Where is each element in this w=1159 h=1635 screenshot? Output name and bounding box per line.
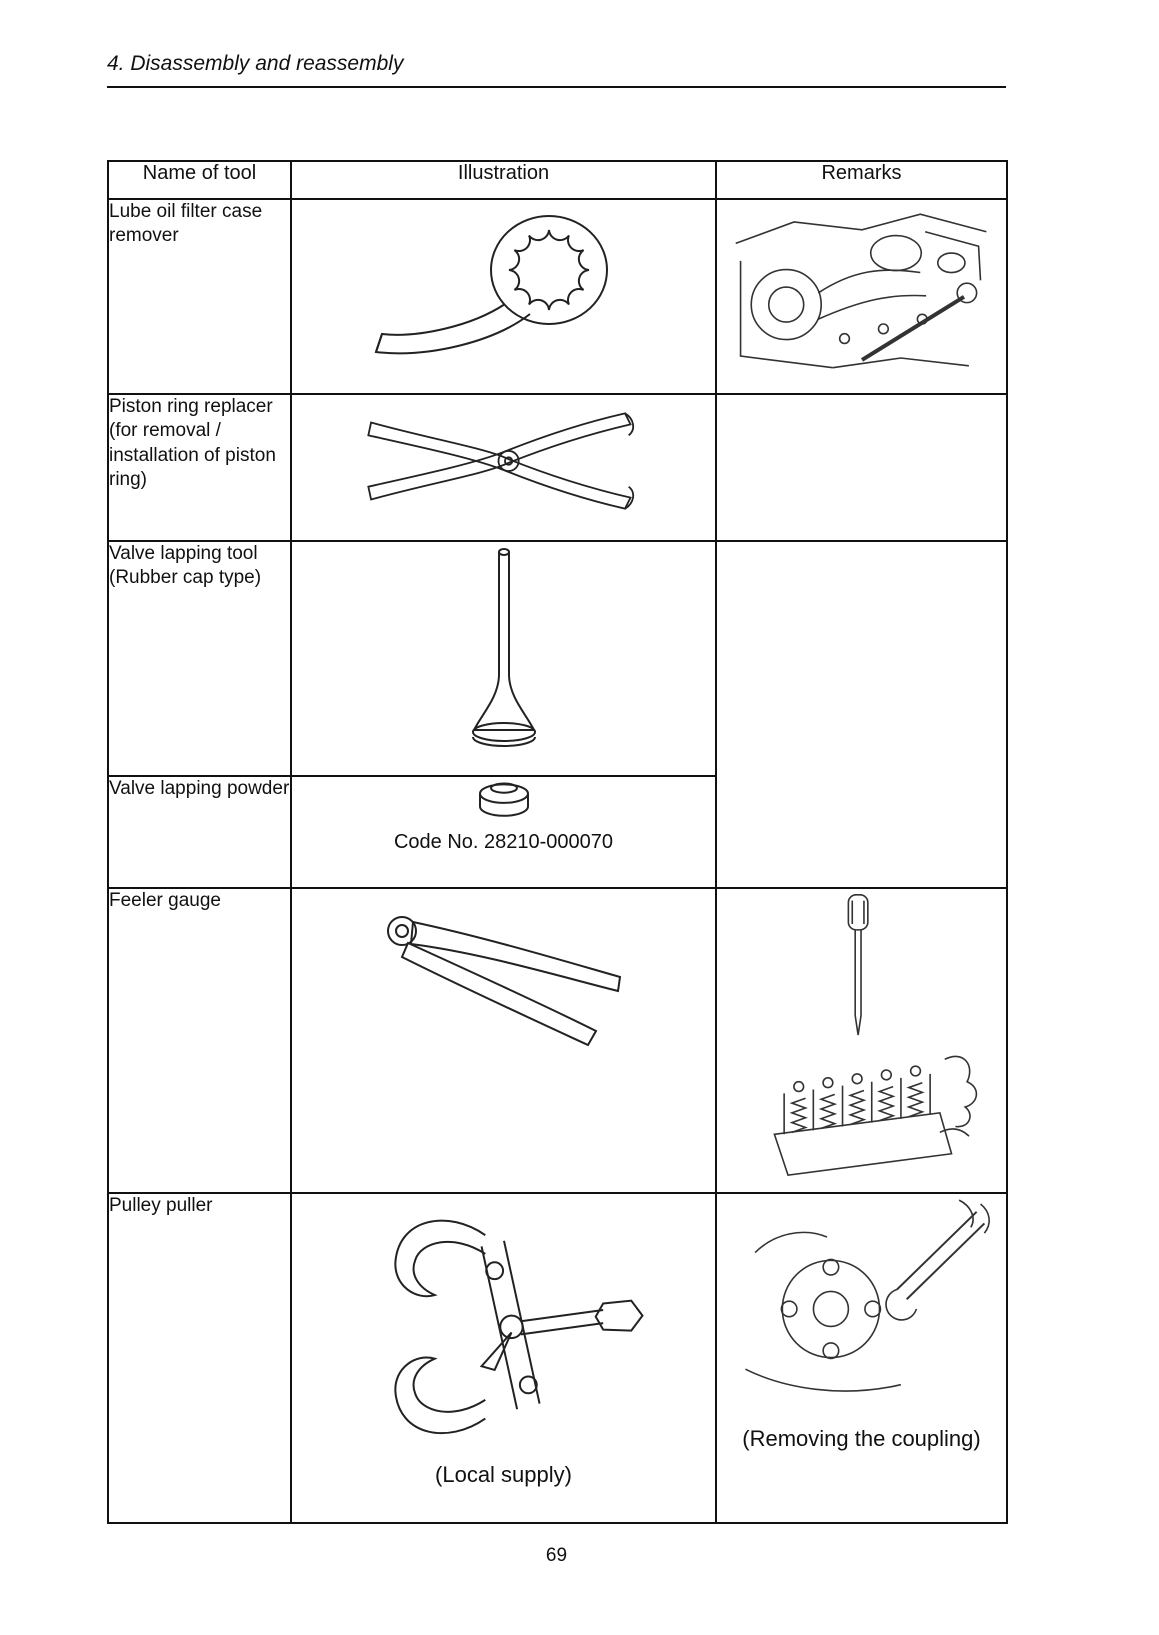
remarks-cell [716,888,1007,1193]
special-tools-table [107,160,1008,1524]
table-row [108,1193,1007,1523]
column-header-name: Name of tool [108,161,291,199]
tool-name-cell [108,199,291,394]
section-header: 4. Disassembly and reassembly [107,52,404,75]
pulley-puller-illustration [339,1194,669,1456]
filter-case-remover-wrench-illustration [354,200,654,368]
tool-name: Lube oil filter case remover [109,201,263,247]
remarks-cell [716,199,1007,394]
tool-name: Feeler gauge [109,890,221,911]
coupling-removal-illustration [726,1194,998,1420]
valve-clearance-adjustment-illustration [744,889,980,1181]
tool-name-cell [108,888,291,1193]
remarks-cell [716,1193,1007,1523]
illustration-cell [291,541,716,776]
table-header-row [108,161,1007,199]
tool-name: Pulley puller [109,1195,213,1216]
table-row [108,888,1007,1193]
tool-name: Piston ring replacer (for removal / installation of piston ring) [109,396,276,490]
tool-name-cell [108,776,291,888]
illustration-cell [291,776,716,888]
remarks-cell-empty [716,541,1007,888]
valve-lapping-tool-illustration [444,542,564,760]
tool-name-cell [108,541,291,776]
engine-filter-removal-illustration [726,200,998,380]
column-header-remarks: Remarks [716,161,1007,199]
illustration-cell [291,199,716,394]
remarks-cell-empty [716,394,1007,541]
tool-name: Valve lapping powder [109,778,290,799]
illustration-cell [291,888,716,1193]
tool-name-cell [108,1193,291,1523]
header-divider [107,86,1006,88]
table-row [108,541,1007,776]
table-row [108,199,1007,394]
page-number: 69 [545,1545,568,1566]
powder-code-caption: Code No. 28210-000070 [393,831,614,853]
illustration-cell [291,394,716,541]
local-supply-caption: (Local supply) [435,1462,572,1487]
table-row [108,394,1007,541]
tool-name-cell [108,394,291,541]
valve-lapping-powder-can-illustration [459,777,549,825]
illustration-cell [291,1193,716,1523]
feeler-gauge-illustration [364,889,644,1059]
piston-ring-pliers-illustration [344,395,664,527]
tool-name: Valve lapping tool (Rubber cap type) [109,543,262,589]
column-header-illustration: Illustration [291,161,716,199]
removing-coupling-caption: (Removing the coupling) [742,1426,981,1451]
